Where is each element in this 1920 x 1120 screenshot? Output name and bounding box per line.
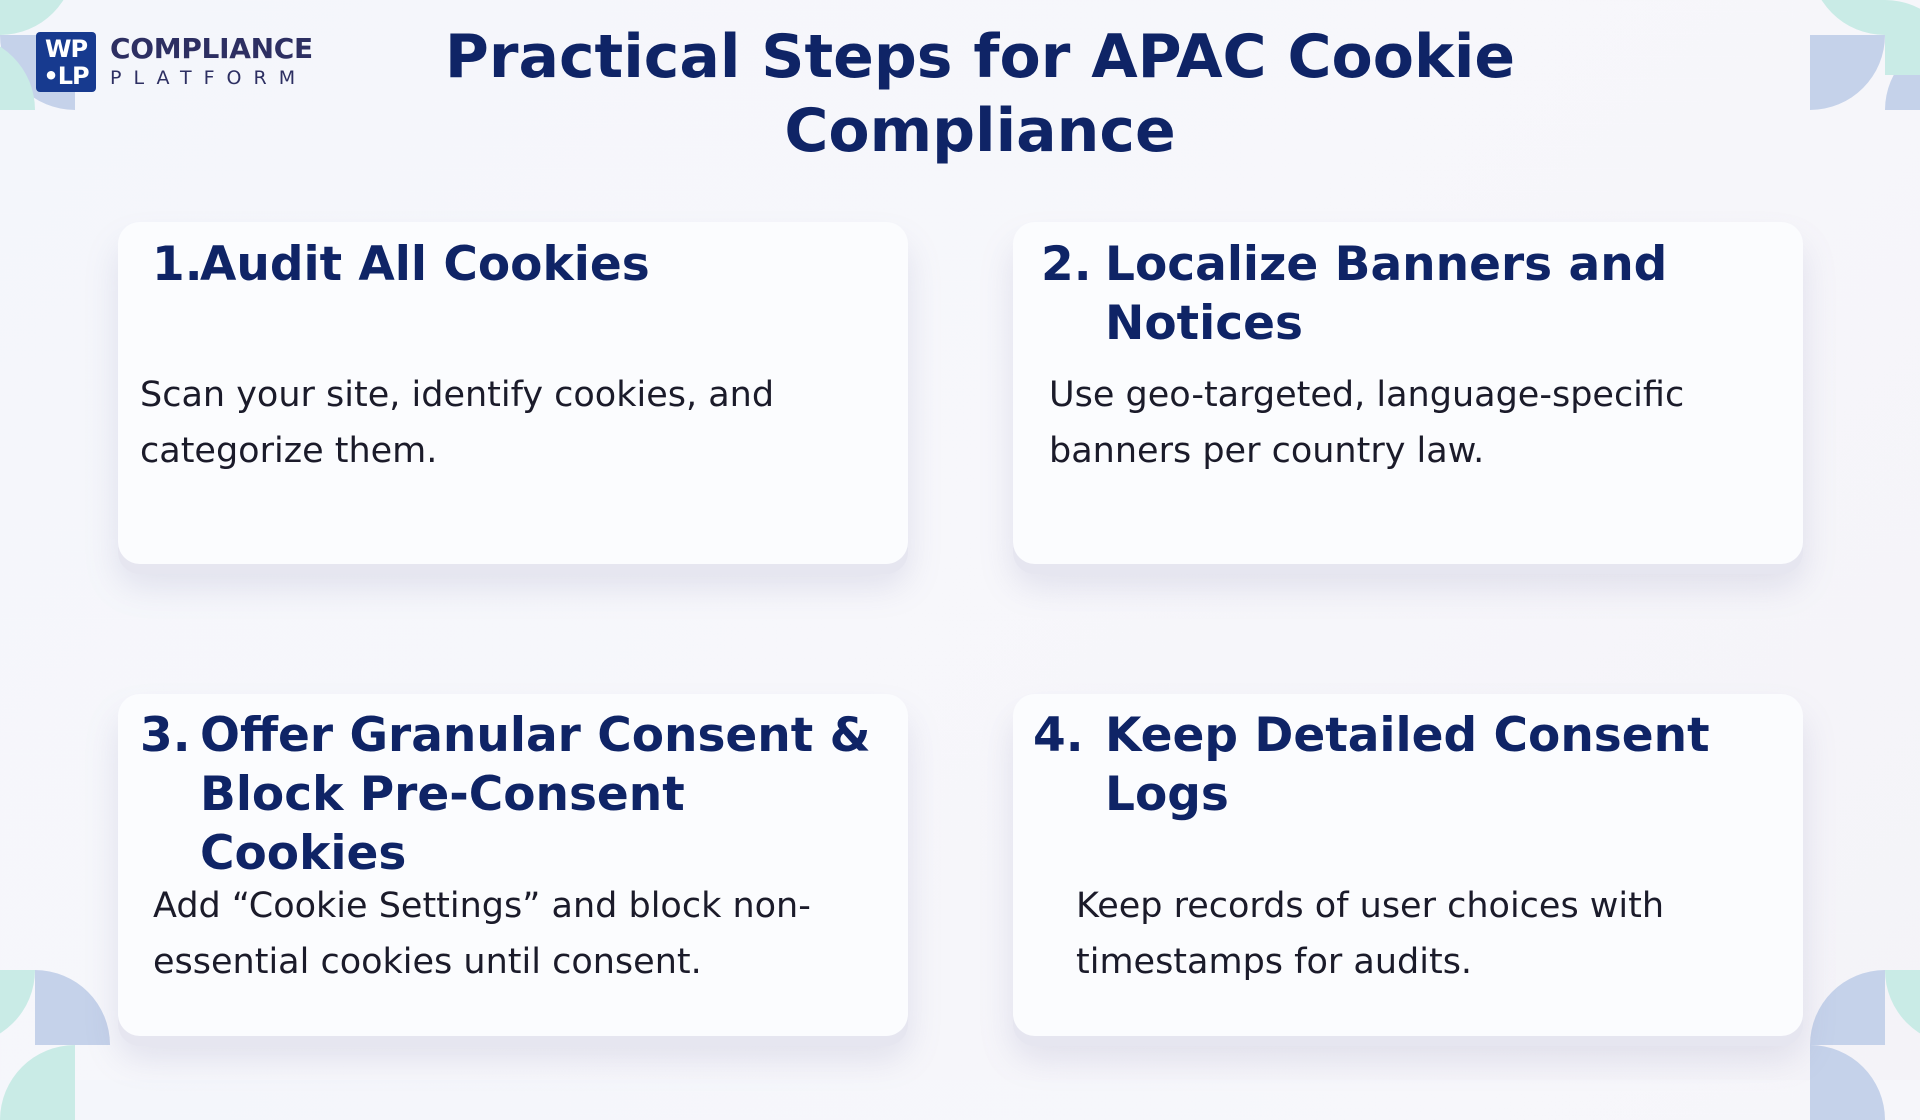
step-number: 2.: [1041, 237, 1092, 292]
step-number: 3.: [140, 708, 191, 763]
step-description: Scan your site, identify cookies, and categorize them.: [140, 375, 775, 471]
step-description: Keep records of user choices with timestamps for audits.: [1076, 886, 1665, 982]
step-card-heading: [140, 706, 900, 883]
step-card-heading: [1041, 235, 1685, 353]
logo-name: COMPLIANCE: [110, 32, 313, 65]
step-title: Audit All Cookies: [200, 237, 650, 292]
step-card-3: [118, 694, 908, 1036]
brand-logo: [36, 32, 313, 92]
logo-tagline: PLATFORM: [110, 67, 308, 89]
step-number: 1.: [152, 237, 203, 292]
step-description: Add “Cookie Settings” and block non-essential cookies until consent.: [153, 886, 811, 982]
step-title: Offer Granular Consent & Block Pre-Consent Cookies: [200, 708, 871, 881]
logo-mark: [36, 32, 96, 92]
step-card-heading: [152, 235, 650, 294]
step-description: Use geo-targeted, language-specific banners per country law.: [1049, 375, 1685, 471]
step-title: Keep Detailed Consent Logs: [1105, 708, 1710, 822]
step-number: 4.: [1033, 708, 1084, 763]
step-card-4: [1013, 694, 1803, 1036]
step-card-1: [118, 222, 908, 564]
step-card-2: [1013, 222, 1803, 564]
logo-mark-line2: •LP: [43, 62, 89, 90]
corner-decoration-top-right: [1810, 0, 1920, 110]
corner-decoration-bottom-right: [1810, 970, 1920, 1120]
logo-mark-line1: WP: [44, 35, 88, 63]
corner-decoration-bottom-left: [0, 970, 110, 1120]
page-title: Practical Steps for APAC Cookie Compliance: [444, 22, 1516, 166]
step-card-heading: [1033, 706, 1725, 824]
step-title: Localize Banners and Notices: [1105, 237, 1668, 351]
